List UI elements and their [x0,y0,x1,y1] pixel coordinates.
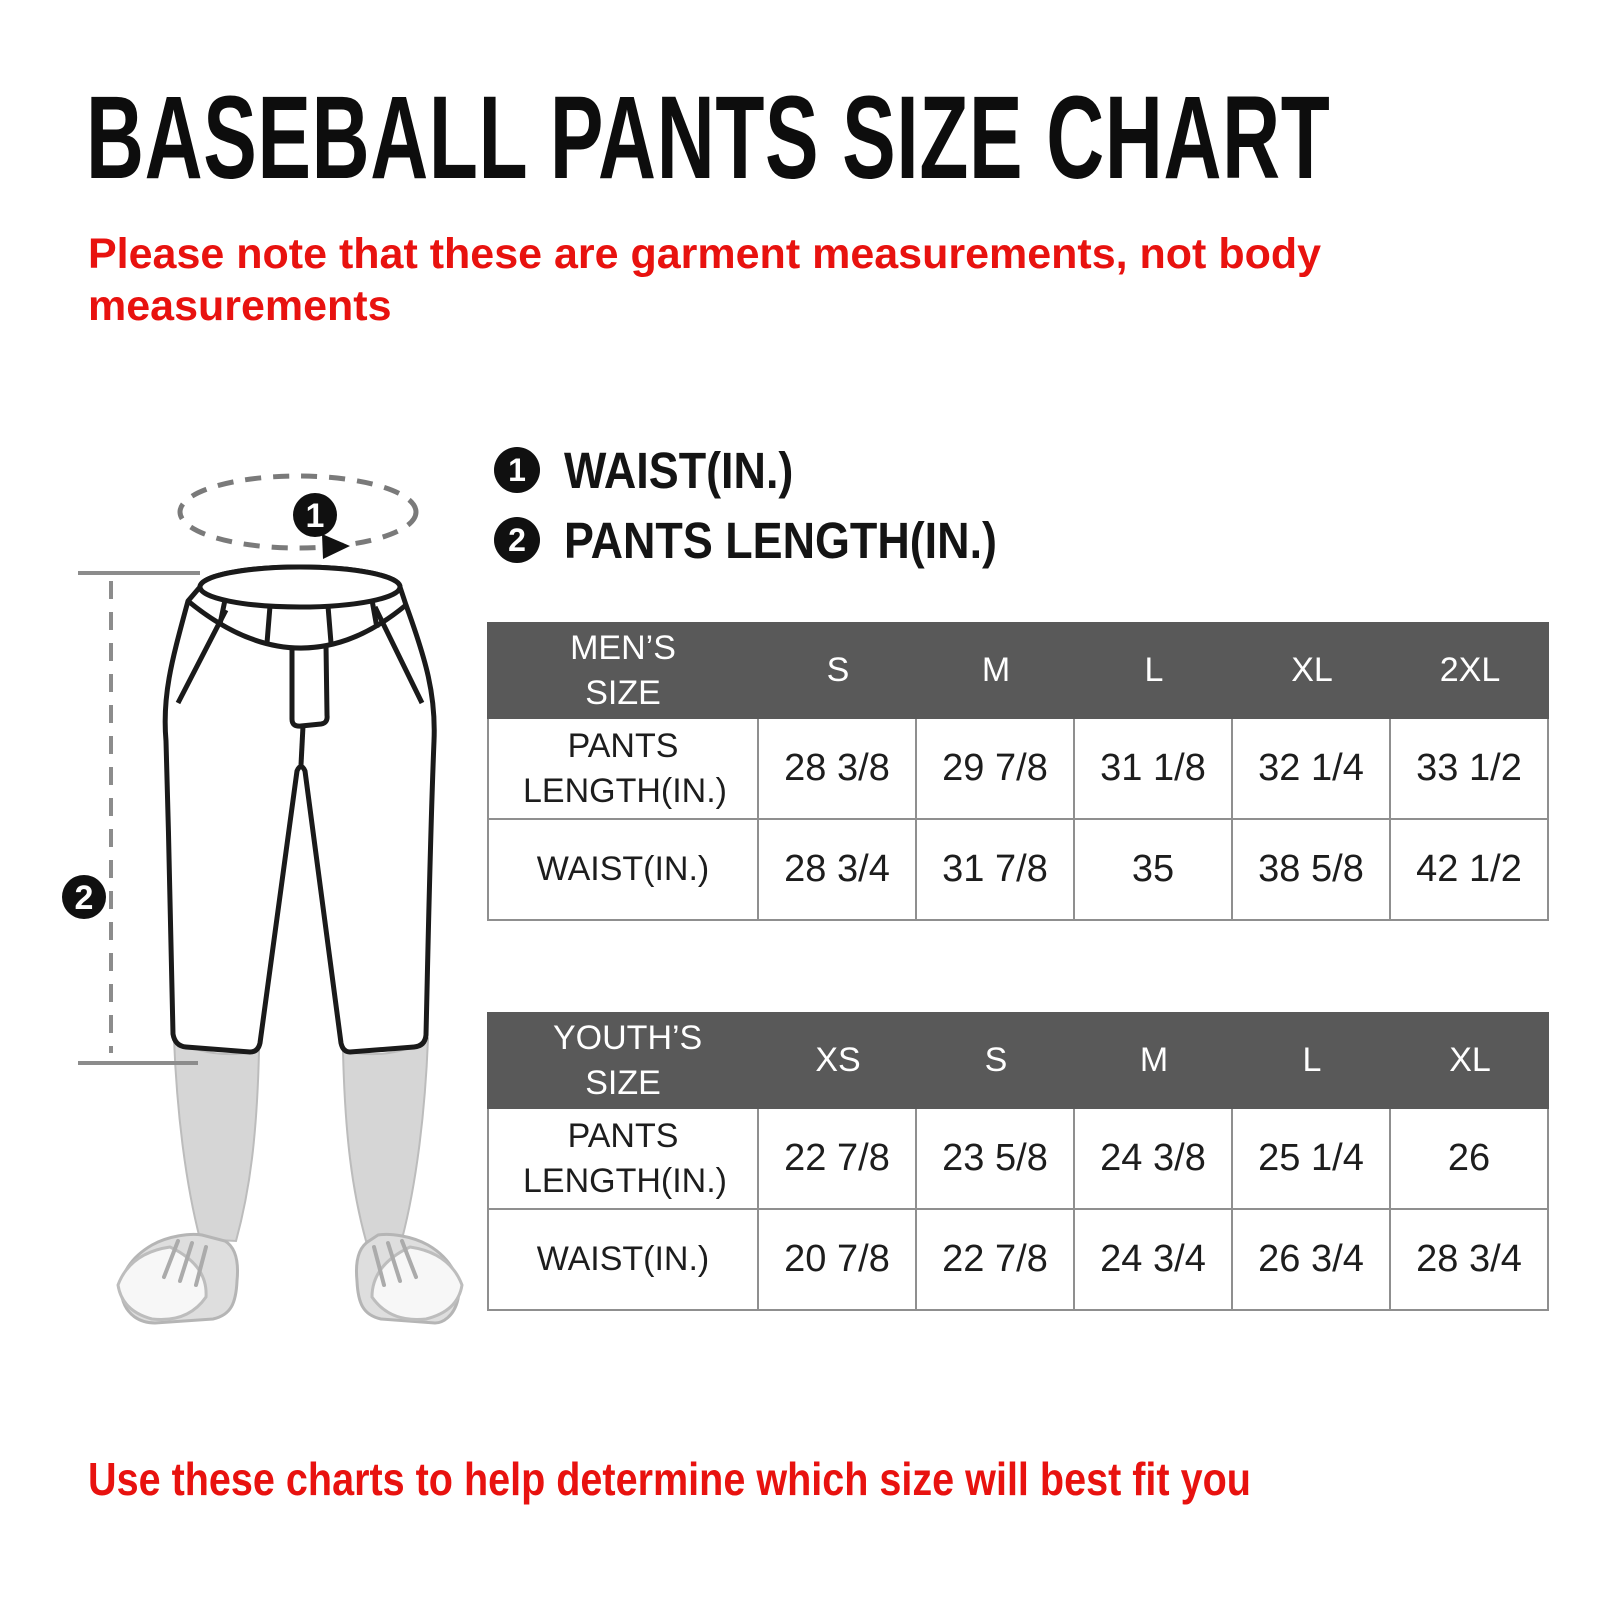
row-label-waist: WAIST(IN.) [487,1210,759,1311]
table-cell: 26 [1391,1109,1549,1210]
column-header-l: L [1233,1012,1391,1109]
row-label-pants-length: PANTS LENGTH(IN.) [487,1109,759,1210]
table-cell: 22 7/8 [759,1109,917,1210]
calves [174,1039,428,1241]
column-header-xl: XL [1233,622,1391,719]
legend-badge-2 [494,517,540,563]
table-cell: 29 7/8 [917,719,1075,820]
column-header-s: S [759,622,917,719]
legend-item-pants-length [494,512,1056,568]
legend-label: PANTS LENGTH(IN.) [564,511,997,569]
table-cell: 24 3/8 [1075,1109,1233,1210]
legend-item-waist [494,442,1056,498]
legend-badge-1 [494,447,540,493]
column-header-l: L [1075,622,1233,719]
measurement-legend [494,442,1056,568]
table-cell: 25 1/4 [1233,1109,1391,1210]
column-header-m: M [917,622,1075,719]
crotch-seam [301,726,303,765]
table-cell: 32 1/4 [1233,719,1391,820]
shoes [118,1234,462,1323]
table-cell: 28 3/4 [1391,1210,1549,1311]
column-header-2xl: 2XL [1391,622,1549,719]
pants-outline [165,567,434,1052]
badge-number: 2 [74,879,94,917]
pants-diagram [60,435,480,1345]
diagram-badge-length [62,875,106,919]
row-label-waist: WAIST(IN.) [487,820,759,921]
legend-number: 1 [508,451,526,488]
mens-table-title: MEN’S SIZE [487,622,759,719]
table-cell: 26 3/4 [1233,1210,1391,1311]
table-cell: 20 7/8 [759,1210,917,1311]
mens-size-table [487,622,1549,921]
page-title: BASEBALL PANTS SIZE CHART [86,72,1331,204]
table-cell: 33 1/2 [1391,719,1549,820]
garment-measurement-note: Please note that these are garment measurements, not body measurements [88,230,1322,331]
table-cell: 31 1/8 [1075,719,1233,820]
arrow-icon [322,534,350,559]
column-header-xs: XS [759,1012,917,1109]
column-header-s: S [917,1012,1075,1109]
table-cell: 23 5/8 [917,1109,1075,1210]
diagram-badge-waist [293,493,337,537]
legend-label: WAIST(IN.) [564,441,794,499]
column-header-xl: XL [1391,1012,1549,1109]
table-cell: 35 [1075,820,1233,921]
table-cell: 24 3/4 [1075,1210,1233,1311]
fit-advice-note: Use these charts to help determine which size will best fit you [88,1453,1251,1505]
youths-table-title: YOUTH’S SIZE [487,1012,759,1109]
table-cell: 38 5/8 [1233,820,1391,921]
badge-number: 1 [305,497,325,535]
table-cell: 31 7/8 [917,820,1075,921]
table-cell: 22 7/8 [917,1210,1075,1311]
table-cell: 28 3/4 [759,820,917,921]
table-cell: 28 3/8 [759,719,917,820]
youths-size-table [487,1012,1549,1311]
legend-number: 2 [508,521,526,558]
row-label-pants-length: PANTS LENGTH(IN.) [487,719,759,820]
column-header-m: M [1075,1012,1233,1109]
table-cell: 42 1/2 [1391,820,1549,921]
